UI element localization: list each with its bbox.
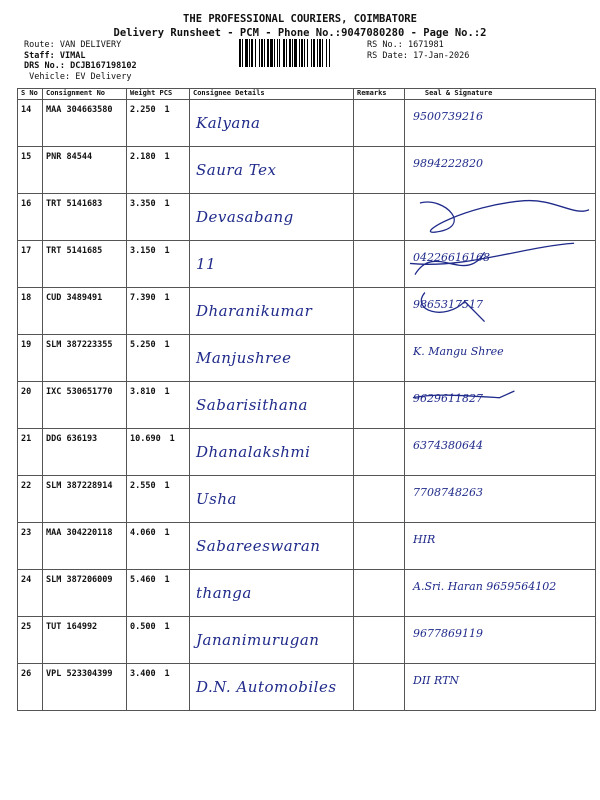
row-seal-signature <box>405 382 596 429</box>
row-weight-pcs <box>127 476 190 523</box>
row-consignment-no: VPL 523304399 <box>43 664 127 711</box>
row-weight-pcs <box>127 288 190 335</box>
row-pcs: 1 <box>164 293 170 303</box>
consignee-handwriting: Dharanikumar <box>196 302 313 320</box>
row-weight: 2.250 <box>130 105 156 115</box>
row-consignee-details <box>190 100 354 147</box>
row-weight: 5.250 <box>130 340 156 350</box>
row-seal-signature <box>405 570 596 617</box>
row-consignee-details <box>190 382 354 429</box>
table-row <box>18 429 596 476</box>
row-sno: 16 <box>18 194 43 241</box>
row-sno: 22 <box>18 476 43 523</box>
row-consignee-details <box>190 570 354 617</box>
signature-handwriting: K. Mangu Shree <box>413 345 504 358</box>
signature-scrawl <box>405 194 595 240</box>
signature-scrawl <box>405 382 595 428</box>
signature-handwriting: 9894222820 <box>413 157 483 170</box>
row-pcs: 1 <box>164 481 170 491</box>
row-pcs: 1 <box>164 105 170 115</box>
barcode-image <box>239 39 363 67</box>
signature-handwriting: 9865317517 <box>413 298 483 311</box>
consignee-handwriting: Jananimurugan <box>196 631 320 649</box>
signature-handwriting: A.Sri. Haran 9659564102 <box>413 580 557 593</box>
row-seal-signature <box>405 617 596 664</box>
row-seal-signature <box>405 476 596 523</box>
table-row <box>18 476 596 523</box>
signature-handwriting: 9500739216 <box>413 110 483 123</box>
row-consignee-details <box>190 523 354 570</box>
row-seal-signature <box>405 429 596 476</box>
row-sno: 15 <box>18 147 43 194</box>
consignee-handwriting: Sabareeswaran <box>196 537 321 555</box>
row-consignee-details <box>190 664 354 711</box>
row-remarks <box>354 664 405 711</box>
row-sno: 18 <box>18 288 43 335</box>
runsheet-meta-right <box>367 40 469 61</box>
row-consignment-no: TRT 5141683 <box>43 194 127 241</box>
row-remarks <box>354 194 405 241</box>
consignee-handwriting: Sabarisithana <box>196 396 308 414</box>
signature-handwriting: DII RTN <box>413 674 460 687</box>
row-weight-pcs <box>127 429 190 476</box>
company-title: THE PROFESSIONAL COURIERS, COIMBATORE <box>183 13 417 25</box>
row-pcs: 1 <box>164 669 170 679</box>
signature-scrawl <box>405 241 595 287</box>
consignee-handwriting: D.N. Automobiles <box>196 678 337 696</box>
row-consignment-no: DDG 636193 <box>43 429 127 476</box>
row-weight: 2.550 <box>130 481 156 491</box>
row-consignee-details <box>190 194 354 241</box>
row-pcs: 1 <box>164 622 170 632</box>
consignee-handwriting: Dhanalakshmi <box>196 443 311 461</box>
row-consignee-details <box>190 147 354 194</box>
row-consignment-no: PNR 84544 <box>43 147 127 194</box>
vehicle-value: EV Delivery <box>75 71 132 82</box>
row-remarks <box>354 429 405 476</box>
table-row <box>18 335 596 382</box>
row-remarks <box>354 241 405 288</box>
consignee-handwriting: Kalyana <box>196 114 261 132</box>
row-seal-signature <box>405 147 596 194</box>
row-weight-pcs <box>127 241 190 288</box>
row-seal-signature <box>405 335 596 382</box>
row-weight-pcs <box>127 617 190 664</box>
rs-no-line <box>367 40 469 51</box>
table-row <box>18 570 596 617</box>
row-remarks <box>354 476 405 523</box>
row-consignee-details <box>190 476 354 523</box>
row-consignment-no: IXC 530651770 <box>43 382 127 429</box>
drs-value: DCJB167198102 <box>70 61 137 71</box>
col-remarks-header: Remarks <box>354 89 405 100</box>
row-sno: 17 <box>18 241 43 288</box>
row-weight: 3.400 <box>130 669 156 679</box>
row-remarks <box>354 523 405 570</box>
staff-value: VIMAL <box>59 50 86 61</box>
row-remarks <box>354 382 405 429</box>
row-sno: 25 <box>18 617 43 664</box>
row-remarks <box>354 288 405 335</box>
route-label: Route: <box>24 40 55 50</box>
drs-line <box>24 61 137 72</box>
signature-handwriting: 7708748263 <box>413 486 483 499</box>
rs-date-label: RS Date: <box>367 50 408 61</box>
runsheet-meta-left <box>24 40 137 82</box>
row-consignee-details <box>190 617 354 664</box>
row-sno: 26 <box>18 664 43 711</box>
row-consignment-no: TUT 164992 <box>43 617 127 664</box>
col-pcs-label: PCS <box>159 89 173 97</box>
row-sno: 23 <box>18 523 43 570</box>
row-consignment-no: TRT 5141685 <box>43 241 127 288</box>
row-weight-pcs <box>127 570 190 617</box>
row-weight-pcs <box>127 147 190 194</box>
row-pcs: 1 <box>164 528 170 538</box>
signature-handwriting: 9629611827 <box>413 392 483 405</box>
row-seal-signature <box>405 664 596 711</box>
runsheet-subtitle: Delivery Runsheet - PCM - Phone No.:9047080280 - Page No.:2 <box>113 27 487 39</box>
row-seal-signature <box>405 194 596 241</box>
signature-scrawl <box>405 288 595 334</box>
row-weight: 3.150 <box>130 246 156 256</box>
table-row <box>18 241 596 288</box>
row-consignment-no: SLM 387206009 <box>43 570 127 617</box>
consignee-handwriting: thanga <box>196 584 252 602</box>
signature-handwriting: 04226616168 <box>413 251 490 264</box>
staff-label: Staff: <box>24 50 55 61</box>
consignee-handwriting: Saura Tex <box>196 161 277 179</box>
table-row <box>18 382 596 429</box>
row-pcs: 1 <box>164 340 170 350</box>
row-weight: 10.690 <box>130 434 161 444</box>
row-remarks <box>354 570 405 617</box>
drs-label: DRS No.: <box>24 61 65 71</box>
runsheet-table <box>17 88 596 711</box>
row-weight: 5.460 <box>130 575 156 585</box>
route-value: VAN DELIVERY <box>59 40 122 50</box>
row-consignee-details <box>190 241 354 288</box>
rs-date-value: 17-Jan-2026 <box>413 50 470 61</box>
signature-handwriting: HIR <box>413 533 436 546</box>
row-remarks <box>354 335 405 382</box>
row-consignment-no: MAA 304220118 <box>43 523 127 570</box>
table-row <box>18 523 596 570</box>
table-row <box>18 617 596 664</box>
table-header-row <box>18 89 596 100</box>
col-weight-label: Weight <box>130 89 156 97</box>
row-weight: 0.500 <box>130 622 156 632</box>
consignee-handwriting: Usha <box>196 490 237 508</box>
row-seal-signature <box>405 241 596 288</box>
row-weight-pcs <box>127 194 190 241</box>
row-consignee-details <box>190 288 354 335</box>
row-weight: 3.810 <box>130 387 156 397</box>
row-seal-signature <box>405 100 596 147</box>
row-weight-pcs <box>127 382 190 429</box>
col-consignee-header: Consignee Details <box>190 89 354 100</box>
table-row <box>18 147 596 194</box>
table-row <box>18 194 596 241</box>
row-consignment-no: SLM 387223355 <box>43 335 127 382</box>
row-remarks <box>354 100 405 147</box>
row-seal-signature <box>405 288 596 335</box>
row-weight: 4.060 <box>130 528 156 538</box>
row-weight-pcs <box>127 100 190 147</box>
row-remarks <box>354 617 405 664</box>
rs-date-line <box>367 51 469 62</box>
row-weight: 7.390 <box>130 293 156 303</box>
row-consignee-details <box>190 335 354 382</box>
row-consignment-no: CUD 3489491 <box>43 288 127 335</box>
row-weight-pcs <box>127 335 190 382</box>
col-sno-header: S No <box>18 89 43 100</box>
row-pcs: 1 <box>164 199 170 209</box>
row-sno: 21 <box>18 429 43 476</box>
row-consignment-no: SLM 387228914 <box>43 476 127 523</box>
table-row <box>18 664 596 711</box>
row-seal-signature <box>405 523 596 570</box>
row-pcs: 1 <box>169 434 175 444</box>
table-row <box>18 100 596 147</box>
row-sno: 24 <box>18 570 43 617</box>
staff-line <box>24 51 137 62</box>
row-pcs: 1 <box>164 246 170 256</box>
row-weight-pcs <box>127 523 190 570</box>
rs-no-label: RS No.: <box>367 40 403 50</box>
row-pcs: 1 <box>164 575 170 585</box>
col-consignment-header: Consignment No <box>43 89 127 100</box>
row-consignment-no: MAA 304663580 <box>43 100 127 147</box>
row-weight-pcs <box>127 664 190 711</box>
row-consignee-details <box>190 429 354 476</box>
signature-handwriting: 6374380644 <box>413 439 483 452</box>
route-line <box>24 40 137 51</box>
rs-no-value: 1671981 <box>407 40 444 50</box>
consignee-handwriting: 11 <box>196 255 217 273</box>
row-weight: 3.350 <box>130 199 156 209</box>
row-sno: 19 <box>18 335 43 382</box>
col-weight-header <box>127 89 190 100</box>
vehicle-label: Vehicle: <box>29 71 71 82</box>
row-sno: 20 <box>18 382 43 429</box>
row-pcs: 1 <box>164 152 170 162</box>
row-remarks <box>354 147 405 194</box>
signature-handwriting: 9677869119 <box>413 627 483 640</box>
vehicle-line <box>24 72 137 83</box>
col-seal-label: Seal & Signature <box>424 89 493 97</box>
row-weight: 2.180 <box>130 152 156 162</box>
row-sno: 14 <box>18 100 43 147</box>
col-seal-header <box>405 89 596 100</box>
row-pcs: 1 <box>164 387 170 397</box>
consignee-handwriting: Devasabang <box>196 208 294 226</box>
consignee-handwriting: Manjushree <box>196 349 292 367</box>
table-row <box>18 288 596 335</box>
